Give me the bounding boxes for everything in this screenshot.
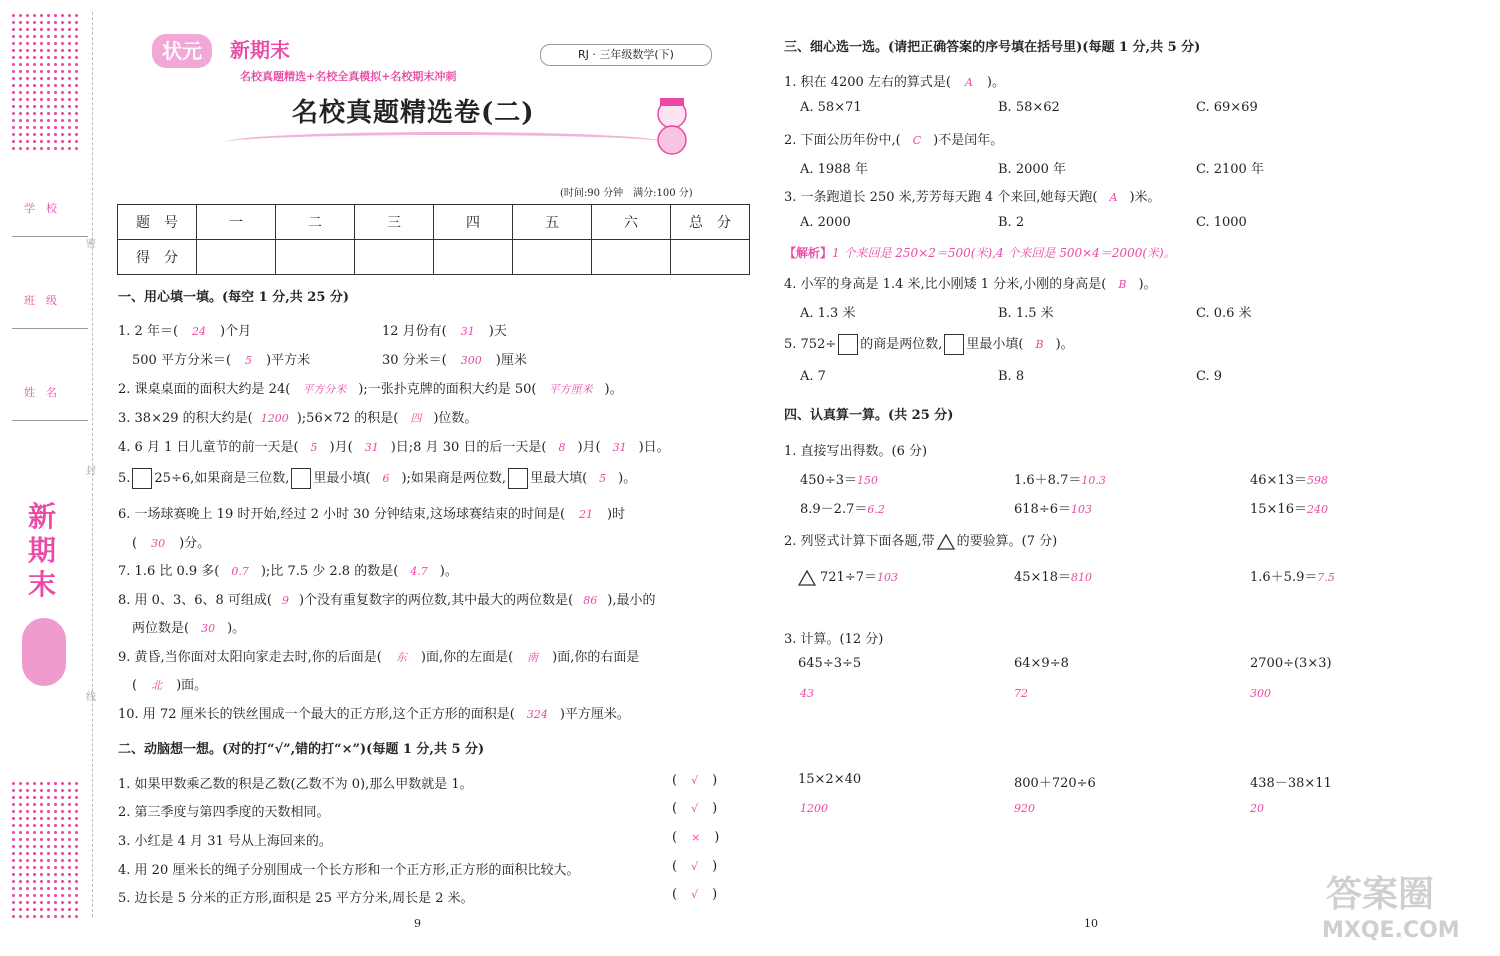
score-input[interactable]	[592, 240, 671, 275]
stem: 3. 一条跑道长 250 米,芳芳每天跑 4 个来回,她每天跑(	[784, 190, 1098, 205]
stem: 2. 下面公历年份中,(	[784, 133, 901, 148]
expr: 618÷6＝	[1014, 502, 1071, 517]
stem: )米。	[1129, 190, 1161, 205]
blank-box[interactable]	[944, 334, 964, 355]
analysis-label: 【解析】	[784, 246, 833, 260]
judge-item: 4. 用 20 厘米长的绳子分别围成一个长方形和一个正方形,正方形的面积比较大。	[118, 863, 580, 878]
stem: )。	[986, 75, 1005, 90]
stem: 两位数是(	[132, 621, 190, 636]
brand-logo	[152, 34, 212, 68]
answer: 598	[1306, 474, 1328, 487]
stem: )个没有重复数字的两位数,其中最大的两位数是(	[298, 593, 574, 608]
stem: )日;8 月 30 日的后一天是(	[390, 440, 547, 455]
triangle-icon	[798, 570, 816, 586]
stem: 500 平方分米＝(	[132, 353, 232, 368]
option[interactable]: A. 58×71	[800, 100, 862, 115]
judge-answer: √	[691, 802, 699, 815]
stem: 7. 1.6 比 0.9 多(	[118, 564, 220, 579]
option[interactable]: B. 58×62	[998, 100, 1060, 115]
stem: )分。	[179, 536, 211, 551]
choice-q5	[784, 333, 1074, 355]
stem: 4. 小军的身高是 1.4 米,比小刚矮 1 分米,小刚的身高是(	[784, 277, 1107, 292]
answer: 31	[364, 441, 379, 454]
part4-sub3: 3. 计算。(12 分)	[784, 632, 884, 647]
judge-item: 2. 第三季度与第四季度的天数相同。	[118, 805, 330, 820]
stem: )厘米	[495, 353, 527, 368]
q1c	[132, 349, 310, 368]
score-cell: 四	[434, 205, 513, 240]
calc-answer: 72	[1014, 687, 1028, 700]
answer: 24	[192, 325, 207, 338]
stem: );如果商是两位数,	[401, 471, 507, 486]
vertical-calc	[1014, 566, 1092, 585]
calc-expr: 15×2×40	[798, 772, 862, 787]
direct-calc	[1250, 469, 1328, 488]
score-header-row	[118, 205, 750, 240]
direct-calc	[800, 498, 885, 517]
score-input[interactable]	[513, 240, 592, 275]
choice-q3	[784, 186, 1161, 205]
calc-expr: 800＋720÷6	[1014, 776, 1096, 791]
stem: )。	[227, 621, 246, 636]
answer: 5	[599, 472, 607, 485]
expr: 1.6＋5.9＝	[1250, 570, 1318, 585]
page-number-left: 9	[414, 917, 421, 930]
cut-mark-1: 密	[86, 239, 96, 250]
q6a	[118, 503, 625, 522]
stem: 4. 6 月 1 日儿童节的前一天是(	[118, 440, 299, 455]
dot-pattern-top	[10, 12, 82, 154]
stem: )。	[439, 564, 458, 579]
stem: )时	[607, 507, 626, 522]
answer: B	[1035, 338, 1044, 351]
answer: 0.7	[231, 565, 249, 578]
option[interactable]: B. 2	[998, 215, 1025, 230]
stem: 10. 用 72 厘米长的铁丝围成一个最大的正方形,这个正方形的面积是(	[118, 707, 515, 722]
answer: 21	[579, 508, 594, 521]
stem: )平方厘米。	[559, 707, 630, 722]
answer: 86	[583, 594, 598, 607]
stem: 的要验算。(7 分)	[956, 534, 1058, 549]
dot-pattern-bottom	[10, 780, 82, 920]
judge-answer: √	[691, 888, 699, 901]
stem: 9. 黄昏,当你面对太阳向家走去时,你的后面是(	[118, 650, 382, 665]
page-number-right: 10	[1084, 917, 1098, 930]
answer: 10.3	[1081, 474, 1106, 487]
stem: 5.	[118, 471, 131, 486]
stem: 3. 38×29 的积大约是(	[118, 411, 253, 426]
part4-sub2	[784, 530, 1057, 550]
blank-box[interactable]	[838, 334, 858, 355]
score-table	[117, 204, 750, 275]
expr: 45×18＝	[1014, 570, 1071, 585]
answer: 31	[460, 325, 475, 338]
judge-answer: ×	[691, 831, 701, 844]
answer: 103	[876, 571, 898, 584]
answer: 6	[382, 472, 390, 485]
q9b	[132, 674, 207, 693]
judge-item: 1. 如果甲数乘乙数的积是乙数(乙数不为 0),那么甲数就是 1。	[118, 777, 473, 792]
stem: 8. 用 0、3、6、8 可组成(	[118, 593, 272, 608]
answer: B	[1118, 278, 1127, 291]
page-title: 名校真题精选卷(二)	[292, 98, 535, 128]
class-field[interactable]	[12, 292, 88, 329]
stem: )日。	[638, 440, 670, 455]
name-field[interactable]	[12, 384, 88, 421]
stem: 2. 课桌桌面的面积大约是 24(	[118, 382, 291, 397]
stem: ),最小的	[607, 593, 656, 608]
option[interactable]: C. 9	[1196, 369, 1223, 384]
answer: 30	[201, 622, 216, 635]
calc-answer: 1200	[800, 802, 828, 815]
stem: )月(	[329, 440, 353, 455]
direct-calc	[1014, 498, 1092, 517]
option[interactable]: A. 2000	[800, 215, 851, 230]
option[interactable]: C. 2100 年	[1196, 162, 1264, 177]
school-field[interactable]	[12, 200, 88, 237]
grade-tag: RJ · 三年级数学(下)	[540, 44, 712, 66]
answer: 150	[856, 474, 878, 487]
part4-heading: 四、认真算一算。(共 25 分)	[784, 408, 954, 423]
school-label: 学 校	[12, 200, 88, 237]
part4-sub1: 1. 直接写出得数。(6 分)	[784, 444, 928, 459]
vertical-calc	[798, 566, 898, 586]
answer: 南	[527, 651, 539, 664]
series-name: 新期末	[230, 38, 290, 62]
vertical-calc	[1250, 566, 1335, 585]
q2	[118, 378, 623, 397]
title-swoosh	[225, 132, 665, 153]
stem: 30 分米＝(	[382, 353, 447, 368]
calc-answer: 20	[1250, 802, 1264, 815]
choice-q2	[784, 129, 1003, 148]
stem: )面。	[176, 678, 208, 693]
answer: 810	[1070, 571, 1092, 584]
analysis-text: 1 个来回是 250×2＝500(米),4 个来回是 500×4＝2000(米)。	[832, 246, 1176, 260]
answer: 平方分米	[302, 383, 347, 396]
mascot-icon	[648, 94, 696, 156]
part3-heading: 三、细心选一选。(请把正确答案的序号填在括号里)(每题 1 分,共 5 分)	[784, 40, 1201, 55]
score-label: 得 分	[118, 240, 197, 275]
stem: );56×72 的积是(	[296, 411, 399, 426]
option[interactable]: B. 2000 年	[998, 162, 1067, 177]
stem: 12 月份有(	[382, 324, 447, 339]
stem: )月(	[577, 440, 601, 455]
score-input[interactable]	[276, 240, 355, 275]
answer: 1200	[260, 412, 289, 425]
stem: )面,你的右面是	[552, 650, 640, 665]
choice-q4	[784, 273, 1157, 292]
judge-answer: √	[691, 774, 699, 787]
stem: 5. 752÷	[784, 337, 837, 352]
q6b	[132, 532, 210, 551]
stem: 的商是两位数,	[860, 337, 943, 352]
stem: )位数。	[433, 411, 478, 426]
calc-answer: 43	[800, 687, 814, 700]
answer: 9	[281, 594, 289, 607]
stem: );一张扑克牌的面积大约是 50(	[358, 382, 537, 397]
judge-bracket: ( √ )	[672, 773, 718, 788]
blank-box[interactable]	[291, 468, 311, 489]
judge-item: 5. 边长是 5 分米的正方形,面积是 25 平方分米,周长是 2 米。	[118, 891, 474, 906]
judge-bracket: ( × )	[672, 830, 720, 845]
stem: )个月	[220, 324, 252, 339]
answer: 31	[612, 441, 627, 454]
judge-item: 3. 小红是 4 月 31 号从上海回来的。	[118, 834, 332, 849]
tagline: 名校真题精选+名校全真模拟+名校期末冲刺	[240, 70, 457, 83]
watermark-url: MXQE.COM	[1322, 918, 1460, 943]
stem: )天	[488, 324, 507, 339]
score-input[interactable]	[355, 240, 434, 275]
score-cell: 五	[513, 205, 592, 240]
score-cell: 三	[355, 205, 434, 240]
answer: 240	[1306, 503, 1328, 516]
analysis	[784, 244, 1176, 261]
part1-heading: 一、用心填一填。(每空 1 分,共 25 分)	[118, 290, 350, 305]
blank-box[interactable]	[132, 468, 152, 489]
option[interactable]: A. 1.3 米	[800, 306, 856, 321]
vertical-series-logo: 新期末	[28, 500, 57, 601]
stem: 6. 一场球赛晚上 19 时开始,经过 2 小时 30 分钟结束,这场球赛结束的时间是(	[118, 507, 566, 522]
stem: 2. 列竖式计算下面各题,带	[784, 534, 935, 549]
q1d	[382, 349, 527, 368]
score-cell: 题 号	[118, 205, 197, 240]
q8b	[132, 617, 245, 636]
judge-answer: √	[691, 860, 699, 873]
answer: 北	[151, 679, 163, 692]
score-input[interactable]	[434, 240, 513, 275]
expr: 1.6＋8.7＝	[1014, 473, 1082, 488]
judge-bracket: ( √ )	[672, 887, 718, 902]
stem: (	[132, 536, 138, 551]
q3	[118, 407, 477, 426]
option[interactable]: C. 1000	[1196, 215, 1247, 230]
answer: 东	[395, 651, 407, 664]
judge-bracket: ( √ )	[672, 859, 718, 874]
expr: 450÷3＝	[800, 473, 857, 488]
q5	[118, 467, 636, 489]
stem: 25÷6,如果商是三位数,	[154, 471, 290, 486]
q1a	[118, 320, 251, 339]
option[interactable]: B. 1.5 米	[998, 306, 1054, 321]
stem: )不是闰年。	[933, 133, 1004, 148]
judge-bracket: ( √ )	[672, 801, 718, 816]
q7	[118, 560, 458, 579]
answer: 8	[558, 441, 566, 454]
score-cell: 总 分	[671, 205, 750, 240]
part2-heading: 二、动脑想一想。(对的打“√”,错的打“×”)(每题 1 分,共 5 分)	[118, 742, 485, 757]
time-info: (时间:90 分钟 满分:100 分)	[560, 188, 693, 199]
answer: 4.7	[410, 565, 428, 578]
option[interactable]: A. 1988 年	[800, 162, 868, 177]
stem: 1. 积在 4200 左右的算式是(	[784, 75, 951, 90]
answer: 5	[245, 354, 253, 367]
q4	[118, 436, 670, 455]
expr: 46×13＝	[1250, 473, 1307, 488]
calc-expr: 64×9÷8	[1014, 656, 1069, 671]
score-input[interactable]	[671, 240, 750, 275]
option[interactable]: B. 8	[998, 369, 1025, 384]
class-label: 班 级	[12, 292, 88, 329]
stem: 里最大填(	[530, 471, 588, 486]
stem: )。	[1055, 337, 1074, 352]
calc-answer: 300	[1250, 687, 1271, 700]
expr: 721÷7＝	[820, 570, 877, 585]
stem: )面,你的左面是(	[420, 650, 514, 665]
score-cell: 二	[276, 205, 355, 240]
brand-seal	[22, 618, 66, 686]
answer: 30	[151, 537, 166, 550]
cut-mark-2: 封	[86, 466, 96, 477]
cut-mark-3: 线	[86, 692, 96, 703]
score-input[interactable]	[197, 240, 276, 275]
answer: 103	[1070, 503, 1092, 516]
triangle-icon	[937, 534, 955, 550]
expr: 15×16＝	[1250, 502, 1307, 517]
direct-calc	[1014, 469, 1106, 488]
stem: 里最小填(	[966, 337, 1024, 352]
answer: 5	[310, 441, 318, 454]
answer: 6.2	[867, 503, 885, 516]
stem: (	[132, 678, 138, 693]
direct-calc	[800, 469, 878, 488]
answer: A	[964, 76, 973, 89]
expr: 8.9－2.7＝	[800, 502, 868, 517]
watermark-logo: 答案圈	[1326, 874, 1435, 915]
stem: )平方米	[266, 353, 311, 368]
option[interactable]: A. 7	[800, 369, 826, 384]
answer: A	[1109, 191, 1118, 204]
answer: 四	[410, 412, 422, 425]
stem: )。	[618, 471, 637, 486]
score-value-row	[118, 240, 750, 275]
q8a	[118, 589, 655, 608]
answer: 324	[526, 708, 548, 721]
blank-box[interactable]	[508, 468, 528, 489]
brand-text: 状元	[162, 39, 202, 63]
answer: 300	[460, 354, 482, 367]
calc-expr: 2700÷(3×3)	[1250, 656, 1332, 671]
score-cell: 六	[592, 205, 671, 240]
q1b	[382, 320, 507, 339]
answer: C	[912, 134, 922, 147]
calc-answer: 920	[1014, 802, 1035, 815]
stem: 1. 2 年＝(	[118, 324, 179, 339]
stem: )。	[1138, 277, 1157, 292]
option[interactable]: C. 69×69	[1196, 100, 1258, 115]
score-cell: 一	[197, 205, 276, 240]
stem: );比 7.5 少 2.8 的数是(	[260, 564, 399, 579]
name-label: 姓 名	[12, 384, 88, 421]
option[interactable]: C. 0.6 米	[1196, 306, 1252, 321]
stem: )。	[604, 382, 623, 397]
q10	[118, 703, 630, 722]
answer: 7.5	[1317, 571, 1335, 584]
direct-calc	[1250, 498, 1328, 517]
choice-q1	[784, 71, 1005, 90]
answer: 平方厘米	[548, 383, 593, 396]
calc-expr: 645÷3÷5	[798, 656, 862, 671]
stem: 里最小填(	[313, 471, 371, 486]
q9a	[118, 646, 639, 665]
calc-expr: 438－38×11	[1250, 776, 1332, 791]
